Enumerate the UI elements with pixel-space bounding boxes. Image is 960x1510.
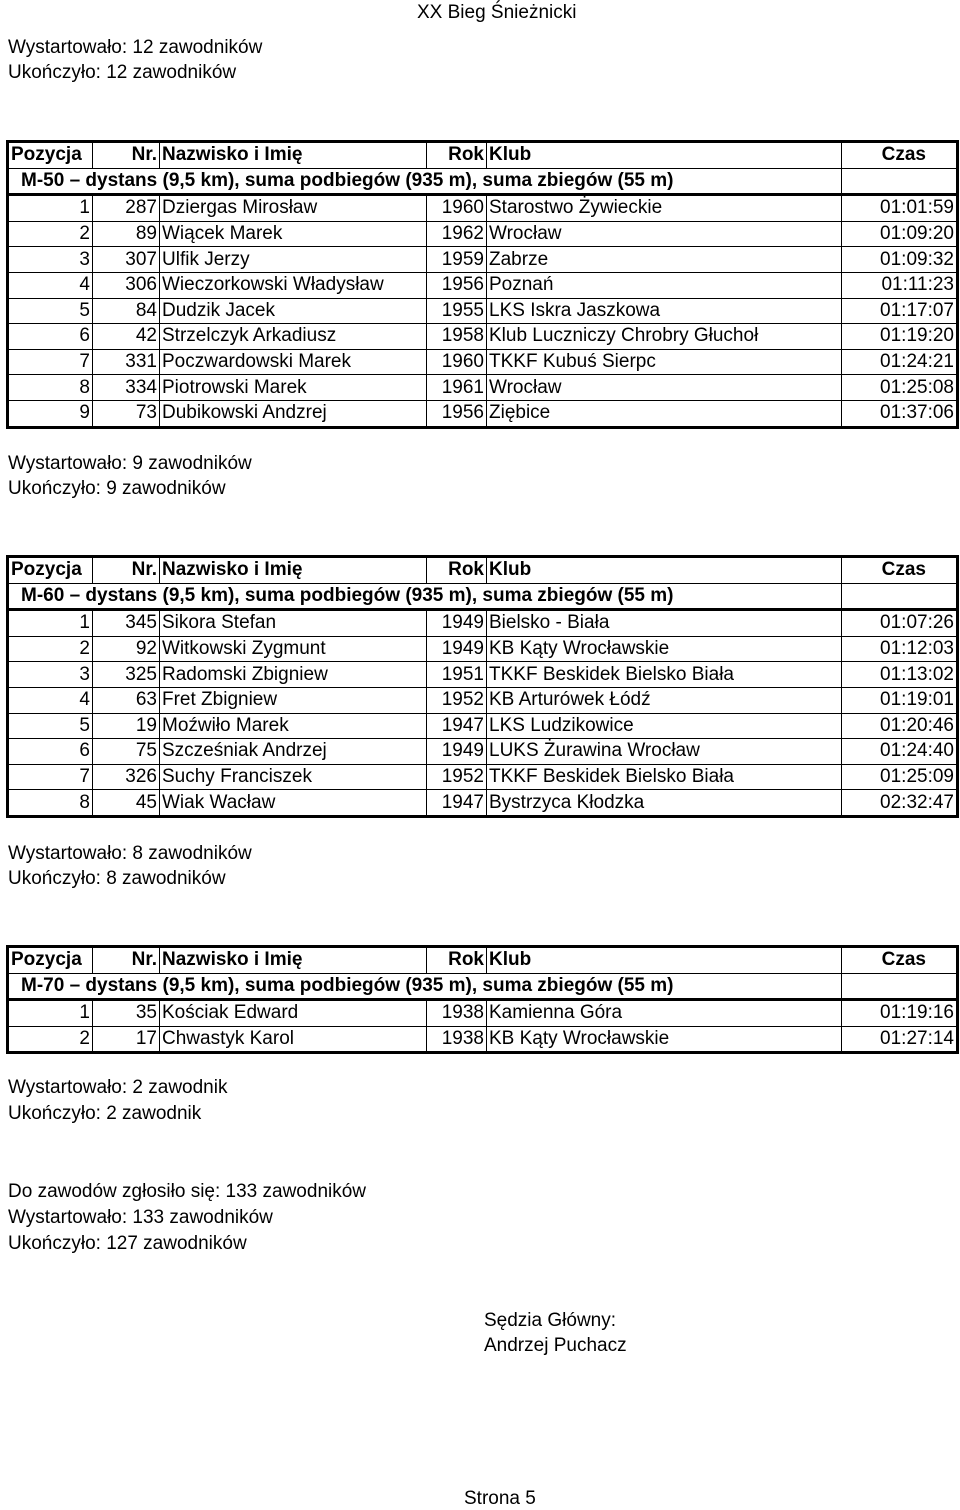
cell-name: Dziergas Mirosław [160,195,427,222]
started-count: Wystartowało: 12 zawodników [8,37,263,58]
table-header [8,142,958,169]
cell-name: Witkowski Zygmunt [160,636,427,662]
cell-time: 01:24:21 [842,349,958,375]
judge-name: Andrzej Puchacz [484,1335,627,1356]
cell-year: 1938 [427,1026,487,1053]
cell-year: 1962 [427,221,487,247]
table-row [8,247,958,273]
cell-club: Starostwo Żywieckie [487,195,842,222]
page-title: XX Bieg Śnieżnicki [417,2,577,23]
cell-club: TKKF Kubuś Sierpc [487,349,842,375]
cell-nr: 89 [93,221,160,247]
cell-year: 1959 [427,247,487,273]
cell-nr: 92 [93,636,160,662]
group-finished: Ukończyło: 2 zawodnik [8,1103,202,1124]
cell-club: TKKF Beskidek Bielsko Biała [487,662,842,688]
cell-pos: 5 [8,713,93,739]
cell-name: Strzelczyk Arkadiusz [160,324,427,350]
total-finished: Ukończyło: 127 zawodników [8,1233,247,1254]
cell-year: 1956 [427,272,487,298]
cell-club: Bystrzyca Kłodzka [487,790,842,817]
page-number: Strona 5 [464,1488,536,1509]
cell-time: 01:37:06 [842,400,958,427]
cell-time: 01:27:14 [842,1026,958,1053]
cell-time: 01:20:46 [842,713,958,739]
rows [8,1000,958,1053]
table-row [8,195,958,222]
cell-year: 1956 [427,400,487,427]
cell-pos: 2 [8,636,93,662]
cell-time: 01:19:20 [842,324,958,350]
cell-year: 1949 [427,636,487,662]
cell-pos: 7 [8,349,93,375]
cell-club: LKS Ludzikowice [487,713,842,739]
cell-year: 1949 [427,610,487,637]
col-header-club: Klub [487,142,842,169]
table-row [8,713,958,739]
cell-pos: 8 [8,790,93,817]
category-row [8,168,958,195]
cell-name: Szcześniak Andrzej [160,739,427,765]
cell-time: 01:12:03 [842,636,958,662]
judge-role: Sędzia Główny: [484,1310,617,1331]
col-header-name: Nazwisko i Imię [160,947,427,974]
cell-nr: 331 [93,349,160,375]
cell-name: Wiącek Marek [160,221,427,247]
category-label: M-70 – dystans (9,5 km), suma podbiegów (935 m), suma zbiegów (55 m) [8,973,842,1000]
col-header-name: Nazwisko i Imię [160,557,427,584]
cell-name: Wieczorkowski Władysław [160,272,427,298]
cell-name: Suchy Franciszek [160,764,427,790]
table-row [8,375,958,401]
col-header-club: Klub [487,557,842,584]
cell-club: LKS Iskra Jaszkowa [487,298,842,324]
col-header-time: Czas [842,947,958,974]
cell-club: Wrocław [487,375,842,401]
cell-club: Bielsko - Biała [487,610,842,637]
col-header-nr: Nr. [93,557,160,584]
cell-year: 1947 [427,790,487,817]
results-table-m60 [6,555,959,818]
cell-time: 01:17:07 [842,298,958,324]
cell-name: Sikora Stefan [160,610,427,637]
cell-name: Moźwiło Marek [160,713,427,739]
col-header-year: Rok [427,557,487,584]
cell-time: 01:19:16 [842,1000,958,1027]
table-row [8,687,958,713]
cell-club: Zabrze [487,247,842,273]
group-started: Wystartowało: 8 zawodników [8,843,252,864]
cell-year: 1960 [427,195,487,222]
cell-name: Radomski Zbigniew [160,662,427,688]
col-header-time: Czas [842,557,958,584]
cell-pos: 9 [8,400,93,427]
col-header-name: Nazwisko i Imię [160,142,427,169]
cell-nr: 19 [93,713,160,739]
cell-nr: 345 [93,610,160,637]
cell-name: Dubikowski Andzrej [160,400,427,427]
cell-time: 02:32:47 [842,790,958,817]
cell-year: 1952 [427,687,487,713]
col-header-year: Rok [427,142,487,169]
cell-pos: 1 [8,195,93,222]
cell-club: LUKS Żurawina Wrocław [487,739,842,765]
cell-name: Piotrowski Marek [160,375,427,401]
cell-pos: 2 [8,221,93,247]
table-row [8,739,958,765]
group-finished: Ukończyło: 8 zawodników [8,868,226,889]
cell-year: 1938 [427,1000,487,1027]
table-row [8,1000,958,1027]
table-row [8,349,958,375]
cell-club: Kamienna Góra [487,1000,842,1027]
cell-year: 1958 [427,324,487,350]
cell-time: 01:07:26 [842,610,958,637]
cell-name: Wiak Wacław [160,790,427,817]
cell-club: KB Arturówek Łódź [487,687,842,713]
cell-year: 1951 [427,662,487,688]
cell-time: 01:09:20 [842,221,958,247]
table-row [8,610,958,637]
cell-pos: 8 [8,375,93,401]
cell-year: 1952 [427,764,487,790]
cell-nr: 306 [93,272,160,298]
cell-time: 01:13:02 [842,662,958,688]
cell-name: Dudzik Jacek [160,298,427,324]
finished-count: Ukończyło: 12 zawodników [8,62,237,83]
total-started: Wystartowało: 133 zawodników [8,1207,273,1228]
cell-pos: 4 [8,687,93,713]
cell-nr: 75 [93,739,160,765]
cell-pos: 2 [8,1026,93,1053]
table-row [8,272,958,298]
cell-year: 1960 [427,349,487,375]
category-label: M-50 – dystans (9,5 km), suma podbiegów (935 m), suma zbiegów (55 m) [8,168,842,195]
table-row [8,400,958,427]
col-header-club: Klub [487,947,842,974]
table-row [8,636,958,662]
col-header-pos: Pozycja [8,947,93,974]
group-finished: Ukończyło: 9 zawodników [8,478,226,499]
cell-name: Kościak Edward [160,1000,427,1027]
cell-club: TKKF Beskidek Bielsko Biała [487,764,842,790]
cell-nr: 325 [93,662,160,688]
cell-nr: 326 [93,764,160,790]
cell-pos: 1 [8,610,93,637]
cell-name: Fret Zbigniew [160,687,427,713]
cell-club: KB Kąty Wrocławskie [487,1026,842,1053]
cell-pos: 7 [8,764,93,790]
cell-year: 1949 [427,739,487,765]
table-row [8,324,958,350]
group-started: Wystartowało: 9 zawodników [8,453,252,474]
col-header-time: Czas [842,142,958,169]
results-table-m50 [6,140,959,429]
cell-club: Ziębice [487,400,842,427]
col-header-nr: Nr. [93,142,160,169]
cell-year: 1961 [427,375,487,401]
rows [8,610,958,817]
table-row [8,662,958,688]
table-header [8,557,958,584]
cell-nr: 63 [93,687,160,713]
cell-nr: 334 [93,375,160,401]
rows [8,195,958,427]
cell-time: 01:25:08 [842,375,958,401]
cell-time: 01:09:32 [842,247,958,273]
cell-time: 01:25:09 [842,764,958,790]
cell-nr: 84 [93,298,160,324]
category-row [8,583,958,610]
cell-name: Ulfik Jerzy [160,247,427,273]
cell-time: 01:01:59 [842,195,958,222]
table-row [8,221,958,247]
cell-nr: 287 [93,195,160,222]
cell-club: Klub Luczniczy Chrobry Głuchoł [487,324,842,350]
total-registered: Do zawodów zgłosiło się: 133 zawodników [8,1181,367,1202]
cell-year: 1955 [427,298,487,324]
cell-nr: 73 [93,400,160,427]
col-header-pos: Pozycja [8,142,93,169]
group-started: Wystartowało: 2 zawodnik [8,1077,228,1098]
cell-nr: 17 [93,1026,160,1053]
cell-year: 1947 [427,713,487,739]
category-row [8,973,958,1000]
table-row [8,1026,958,1053]
results-table-m70 [6,945,959,1054]
cell-pos: 3 [8,662,93,688]
cell-time: 01:19:01 [842,687,958,713]
cell-name: Chwastyk Karol [160,1026,427,1053]
table-row [8,764,958,790]
table-header [8,947,958,974]
col-header-nr: Nr. [93,947,160,974]
cell-nr: 307 [93,247,160,273]
cell-club: KB Kąty Wrocławskie [487,636,842,662]
table-row [8,790,958,817]
cell-pos: 6 [8,739,93,765]
cell-pos: 1 [8,1000,93,1027]
cell-pos: 5 [8,298,93,324]
cell-nr: 42 [93,324,160,350]
cell-time: 01:24:40 [842,739,958,765]
cell-nr: 35 [93,1000,160,1027]
cell-pos: 3 [8,247,93,273]
cell-club: Poznań [487,272,842,298]
cell-nr: 45 [93,790,160,817]
category-label: M-60 – dystans (9,5 km), suma podbiegów (935 m), suma zbiegów (55 m) [8,583,842,610]
cell-pos: 6 [8,324,93,350]
cell-name: Poczwardowski Marek [160,349,427,375]
cell-club: Wrocław [487,221,842,247]
col-header-year: Rok [427,947,487,974]
col-header-pos: Pozycja [8,557,93,584]
cell-time: 01:11:23 [842,272,958,298]
table-row [8,298,958,324]
cell-pos: 4 [8,272,93,298]
